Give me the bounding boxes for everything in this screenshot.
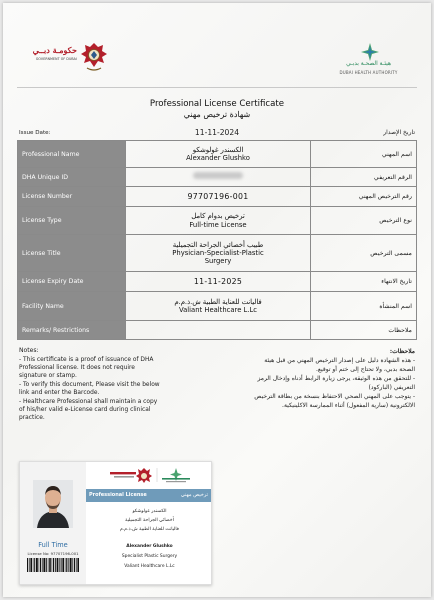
card-photo-column [20, 462, 86, 585]
row-label-ar: تاريخ الانتهاء [311, 272, 417, 292]
barcode-icon [27, 558, 79, 572]
row-label-ar: الرقم التعريفي [311, 168, 417, 187]
issue-date-label: Issue Date: [19, 130, 51, 136]
table-row-professional-name [18, 141, 417, 168]
card-status: Full Time [38, 541, 68, 549]
row-label: License Title [18, 235, 126, 272]
row-label-ar: اسم المنشأة [311, 292, 417, 321]
card-title-en: Specialist Plastic Surgery [121, 554, 178, 559]
issue-date-row [17, 128, 417, 139]
notes-english [19, 347, 205, 423]
row-value [126, 207, 311, 235]
row-label: License Number [18, 187, 126, 207]
card-name-en: Alexander Glushko [126, 544, 173, 549]
row-label: Remarks/ Restrictions [18, 321, 126, 340]
row-label-ar: ملاحظات [311, 321, 417, 340]
notes-line: signature or stamp. [19, 373, 77, 380]
row-value [126, 141, 311, 168]
facility-name-en: Valiant Healthcare L.Lc [178, 306, 258, 314]
table-row-dha-id [18, 168, 417, 187]
notes-line-ar: الصحة بدبي، ولا تحتاج إلى ختم أو توقيع. [315, 366, 415, 373]
redacted-id-blur [193, 172, 243, 179]
notes-line: - To verify this document, Please visit the below [19, 381, 160, 388]
card-facility-ar: فاليانت للعناية الطبية ش.ذ.م.م [119, 527, 180, 532]
notes-line: - This certificate is a proof of issuance of DHA [19, 356, 154, 363]
card-band-title: Professional License [89, 492, 147, 498]
row-value [126, 187, 311, 207]
card-logos-icon [106, 467, 206, 483]
row-label-ar: اسم المهني [311, 141, 417, 168]
row-value [126, 321, 311, 340]
notes-line: of his/her valid e-License card during clinical [19, 406, 151, 413]
professional-photo [33, 480, 73, 528]
license-type-en: Full-time License [189, 220, 247, 229]
dubai-crest-icon [79, 41, 109, 73]
license-title-en: Physician-Specialist-Plastic [172, 248, 264, 257]
row-value [126, 168, 311, 187]
license-number-value: 97707196-001 [187, 191, 249, 201]
gov-name-en: GOVERNMENT OF DUBAI [35, 57, 77, 61]
row-label: DHA Unique ID [18, 168, 126, 187]
government-of-dubai-logo [17, 41, 109, 77]
card-title-band [86, 489, 212, 502]
card-title-ar: أخصائي الجراحة التجميلية [125, 518, 174, 523]
dha-name-ar: هيئـة الصحـة بدبـي [346, 61, 391, 67]
row-label-ar: مسمى الترخيص [311, 235, 417, 272]
certificate-title: Professional License Certificate [149, 99, 285, 109]
row-label-ar: رقم الترخيص المهني [311, 187, 417, 207]
table-row-license-type [18, 207, 417, 235]
notes-heading-ar: ملاحظات: [389, 348, 415, 355]
table-row-license-title [18, 235, 417, 272]
table-row-remarks [18, 321, 417, 340]
header-divider [17, 87, 417, 88]
card-facility-en: Valiant Healthcare L.Lc [124, 564, 175, 569]
row-label: License Type [18, 207, 126, 235]
notes-line-ar: - يتوجب على المهني الصحي الاحتفاظ بنسخة من بطاقة الترخيص [254, 393, 415, 400]
row-label: Professional Name [18, 141, 126, 168]
certificate-title-ar: شهادة ترخيص مهني [183, 110, 251, 119]
person-photo-icon [33, 480, 73, 528]
row-label-ar: نوع الترخيص [311, 207, 417, 235]
professional-name-ar: الكسندر غولوشكو [192, 145, 244, 154]
issue-date-label-ar: تاريخ الإصدار [383, 129, 415, 136]
notes-line: practice. [19, 415, 45, 422]
certificate-page [3, 3, 431, 597]
license-details-table [17, 140, 417, 340]
card-license-number: License No: 97707196-001 [27, 551, 79, 556]
expiry-date-value: 11-11-2025 [193, 276, 243, 286]
card-name-ar: الكسندر غولوشكو [132, 509, 167, 514]
table-row-license-number [18, 187, 417, 207]
notes-line: link and enter the Barcode. [19, 390, 100, 397]
row-label: Facility Name [18, 292, 126, 321]
professional-name-en: Alexander Glushko [186, 154, 250, 162]
facility-name-ar: فاليانت للعناية الطبية ش.ذ.م.م [174, 297, 262, 306]
license-type-ar: ترخيص بدوام كامل [191, 212, 245, 221]
notes-line: Professional license. It does not require [19, 365, 135, 372]
license-title-en-line2: Surgery [204, 257, 232, 266]
dubai-health-authority-logo [321, 43, 416, 81]
dha-name-en: DUBAI HEALTH AUTHORITY [339, 70, 398, 75]
dha-star-icon [361, 43, 379, 61]
table-row-facility-name [18, 292, 417, 321]
notes-arabic [215, 347, 415, 410]
notes-line-ar: الالكترونية (سارية المفعول) أثناء الممارسة الاكلينيكية. [282, 402, 415, 409]
card-logos [106, 467, 206, 483]
notes-line-ar: التعريفي (الباركود) [368, 384, 415, 391]
notes-line: - Healthcare Professional shall maintain a copy [19, 398, 158, 405]
row-value [126, 292, 311, 321]
table-row-expiry-date [18, 272, 417, 292]
row-value [126, 235, 311, 272]
notes-heading: Notes: [19, 347, 39, 354]
row-value [126, 272, 311, 292]
row-label: License Expiry Date [18, 272, 126, 292]
gov-name-ar: حكومـة دبــي [32, 45, 77, 55]
notes-line-ar: - هذه الشهادة دليل على إصدار الترخيص المهني من قبل هيئة [264, 357, 415, 364]
issue-date-value: 11-11-2024 [194, 128, 240, 137]
card-band-title-ar: ترخيص مهني [180, 492, 208, 498]
license-title-ar: طبيب أخصائي الجراحة التجميلية [172, 240, 264, 249]
notes-line-ar: - للتحقق من هذه الوثيقة، يرجى زيارة الرابط أدناه وإدخال الرمز [257, 375, 415, 382]
e-license-card [19, 461, 212, 585]
